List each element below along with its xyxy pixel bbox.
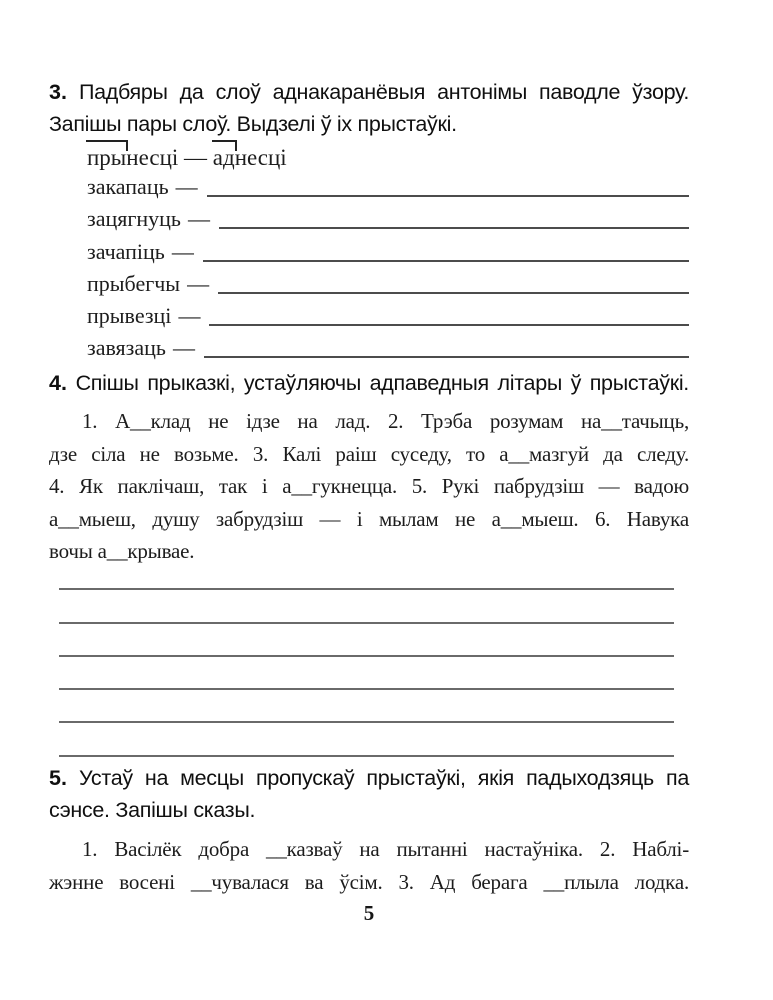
source-word: зацягнуць: [87, 206, 181, 232]
exercise-5-text: [49, 833, 689, 898]
answer-blank-line: [204, 356, 689, 358]
exercise-5-instruction-1: Устаў на месцы пропускаў прыстаўкі, якія падыходзяць па: [79, 766, 689, 790]
dash: —: [171, 238, 194, 264]
dash: —: [178, 303, 201, 329]
exercise-3-instruction-1: Падбяры да слоў аднакаранёвыя антонімы паводле ўзору.: [78, 80, 689, 104]
word-pair-row: [49, 335, 689, 367]
sentence-line: жэнне восені __чувалася ва ўсім. 3. Ад берага __плыла лодка.: [49, 869, 689, 894]
proverb-line: дзе сіла не возьме. 3. Калі раіш суседу, то а__мазгуй да следу.: [49, 441, 689, 466]
exercise-3-header-line-1: [49, 76, 689, 108]
answer-line: [59, 557, 674, 590]
answer-blank-line: [218, 292, 689, 294]
example-word1-rest: несці: [126, 145, 179, 170]
exercise-5-instruction-2: сэнсе. Запішы сказы.: [49, 798, 256, 822]
example-dash: —: [184, 145, 208, 170]
answer-line: [59, 690, 674, 723]
exercise-3-instruction-2: Запішы пары слоў. Выдзелі ў іх прыстаўкі.: [49, 112, 457, 136]
exercise-4-header-line-1: [49, 367, 689, 399]
exercise-4-number: 4.: [49, 371, 67, 395]
answer-line: [59, 624, 674, 657]
exercise-5-number: 5.: [49, 766, 67, 790]
answer-line: [59, 590, 674, 623]
source-word: завязаць: [87, 335, 166, 361]
writing-lines-area: [49, 557, 689, 757]
dash: —: [187, 270, 210, 296]
example-word2-prefix-marked: ад: [212, 145, 235, 170]
dash: —: [187, 206, 210, 232]
exercise-4-header: [49, 367, 689, 399]
sentence-line: 1. Васілёк добра __казваў на пытанні настаўніка. 2. Наблі-: [82, 837, 689, 861]
proverb-line: а__мыеш, душу забрудзіш — і мылам не а__мыеш. 6. Навука: [49, 506, 689, 531]
proverb-line: вочы а__крывае.: [49, 539, 195, 563]
word-pair-list: [49, 174, 689, 368]
word-pair-row: [49, 206, 689, 238]
exercise-5-header: [49, 762, 689, 826]
answer-blank-line: [203, 260, 689, 262]
exercise-4-text: [49, 405, 689, 568]
exercise-3-header: [49, 76, 689, 140]
example-pair: [49, 143, 689, 173]
example-word2-rest: несці: [234, 145, 287, 170]
example-word1-prefix-marked: пры: [87, 145, 127, 170]
answer-blank-line: [219, 227, 689, 229]
word-pair-row: [49, 239, 689, 271]
answer-blank-line: [207, 195, 689, 197]
answer-blank-line: [209, 324, 689, 326]
source-word: прывезці: [87, 303, 172, 329]
proverb-line: 1. А__клад не ідзе на лад. 2. Трэба розумам на__тачыць,: [82, 409, 689, 433]
word-pair-row: [49, 271, 689, 303]
proverb-line: 4. Як паклічаш, так і а__гукнецца. 5. Рукі пабрудзіш — вадою: [49, 474, 689, 498]
answer-line: [59, 723, 674, 756]
dash: —: [172, 335, 195, 361]
exercise-5-header-line-1: [49, 762, 689, 794]
dash: —: [175, 174, 198, 199]
word-pair-row: [49, 174, 689, 206]
answer-line: [59, 657, 674, 690]
exercise-4-instruction-1: Спішы прыказкі, устаўляючы адпаведныя літары ў прыстаўкі.: [75, 371, 689, 395]
source-word: зачапіць: [87, 238, 165, 264]
word-pair-row: [49, 303, 689, 335]
page-number: 5: [363, 901, 375, 925]
exercise-3-number: 3.: [49, 80, 67, 104]
source-word: прыбегчы: [87, 270, 181, 296]
source-word: закапаць: [87, 174, 169, 199]
